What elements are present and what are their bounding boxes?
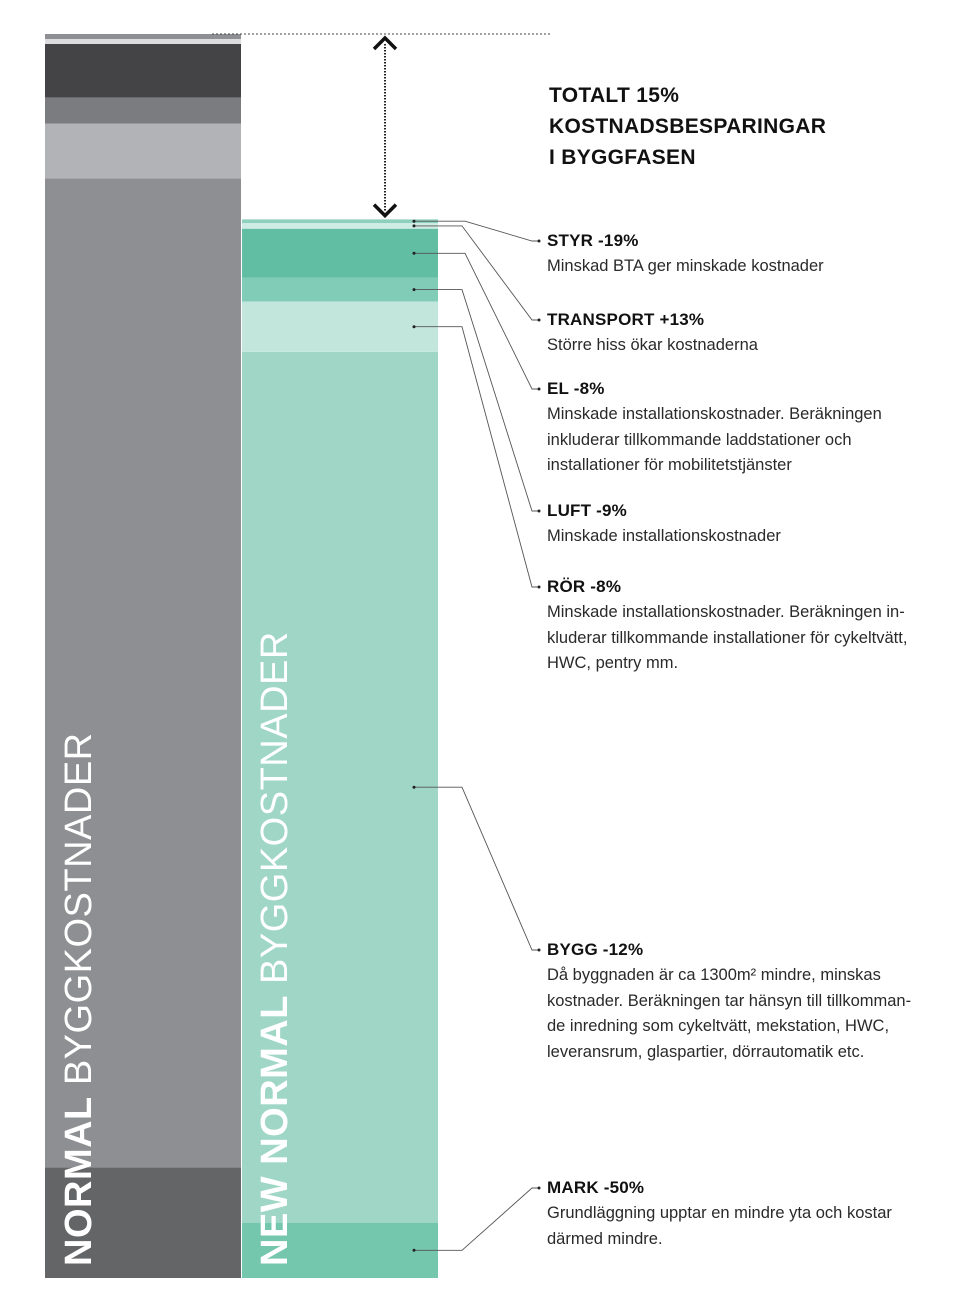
annotation-line: Minskade installationskostnader. Beräkningen in- [547, 603, 905, 621]
annotation-text [547, 402, 957, 479]
bar-new-normal-segment-ror [242, 301, 438, 351]
bar-label-normal-light: BYGGKOSTNADER [58, 732, 100, 1097]
annotation-text [547, 600, 957, 677]
bar-label-new-light: BYGGKOSTNADER [254, 631, 296, 996]
annotation-luft [547, 500, 957, 550]
bar-new-normal-segment-transport [242, 223, 438, 229]
bar-label-normal-bold: NORMAL [58, 1096, 100, 1266]
annotation-line: kluderar tillkommande installationer för cykeltvätt, [547, 628, 908, 647]
annotation-el [547, 378, 957, 479]
leader-dot-bar [413, 288, 416, 291]
leader-dot-bar [413, 786, 416, 789]
headline-line-3: I BYGGFASEN [549, 146, 696, 169]
leader-dot-text [538, 949, 541, 952]
annotation-ror [547, 576, 957, 677]
annotation-line: Större hiss ökar kostnaderna [547, 336, 758, 354]
headline-line-2: KOSTNADSBESPARINGAR [549, 115, 827, 138]
leader-dot-text [538, 240, 541, 243]
annotation-title: TRANSPORT +13% [547, 310, 705, 329]
annotation-line: Minskade installationskostnader [547, 527, 781, 545]
annotation-line: HWC, pentry mm. [547, 654, 679, 672]
annotation-title: RÖR -8% [547, 577, 622, 596]
annotation-line: Grundläggning upptar en mindre yta och kostar [547, 1204, 892, 1222]
bar-new-normal-segment-el [242, 229, 438, 278]
annotation-line: de inredning som cykeltvätt, mekstation, HWC, [547, 1017, 890, 1035]
annotation-line: installationer för mobilitetstjänster [547, 456, 792, 474]
annotation-text [547, 333, 957, 359]
leader-dot-bar [413, 325, 416, 328]
savings-arrow [212, 34, 550, 216]
annotation-mark [547, 1177, 957, 1252]
annotation-title: LUFT -9% [547, 501, 627, 520]
leader-dot-text [538, 510, 541, 513]
bar-new-normal-segment-styr [242, 219, 438, 223]
annotation-line: Minskade installationskostnader. Beräkningen [547, 405, 882, 423]
bar-normal-segment-transport [45, 39, 241, 44]
annotation-text [547, 524, 957, 550]
bar-new-normal-segment-luft [242, 278, 438, 302]
annotation-line: Minskad BTA ger minskade kostnader [547, 257, 824, 275]
bar-label-normal [60, 732, 98, 1266]
annotation-title: MARK -50% [547, 1178, 645, 1197]
annotation-line: därmed mindre. [547, 1229, 663, 1248]
annotation-styr [547, 230, 957, 280]
bar-label-new-normal [256, 631, 294, 1266]
annotation-line: Då byggnaden är ca 1300m² mindre, minskas [547, 966, 881, 984]
annotation-transport [547, 309, 957, 359]
bar-label-new-bold: NEW NORMAL [254, 995, 296, 1266]
annotation-line: inkluderar tillkommande laddstationer och [547, 430, 852, 449]
bars-layer [45, 34, 438, 1278]
leader-dot-text [538, 388, 541, 391]
total-savings-headline [549, 80, 826, 173]
annotation-title: BYGG -12% [547, 940, 644, 959]
bar-normal-segment-el [45, 44, 241, 97]
annotation-title: EL -8% [547, 379, 605, 398]
annotation-line: leveransrum, glaspartier, dörrautomatik etc. [547, 1042, 865, 1061]
annotation-text [547, 963, 957, 1065]
annotation-line: kostnader. Beräkningen tar hänsyn till tillkomman- [547, 991, 912, 1010]
headline-line-1: TOTALT 15% [549, 84, 680, 107]
leader-dot-bar [413, 220, 416, 223]
leader-dot-bar [413, 1249, 416, 1252]
leader-dot-text [538, 586, 541, 589]
leader-dot-text [538, 1187, 541, 1190]
leader-dot-bar [413, 252, 416, 255]
bar-normal-segment-ror [45, 124, 241, 179]
annotation-text [547, 254, 957, 280]
bar-normal-segment-styr [45, 34, 241, 39]
bar-normal-segment-luft [45, 97, 241, 123]
annotation-title: STYR -19% [547, 231, 639, 250]
leader-dot-text [538, 319, 541, 322]
annotation-bygg [547, 939, 957, 1065]
annotation-text [547, 1201, 957, 1252]
leader-dot-bar [413, 224, 416, 227]
